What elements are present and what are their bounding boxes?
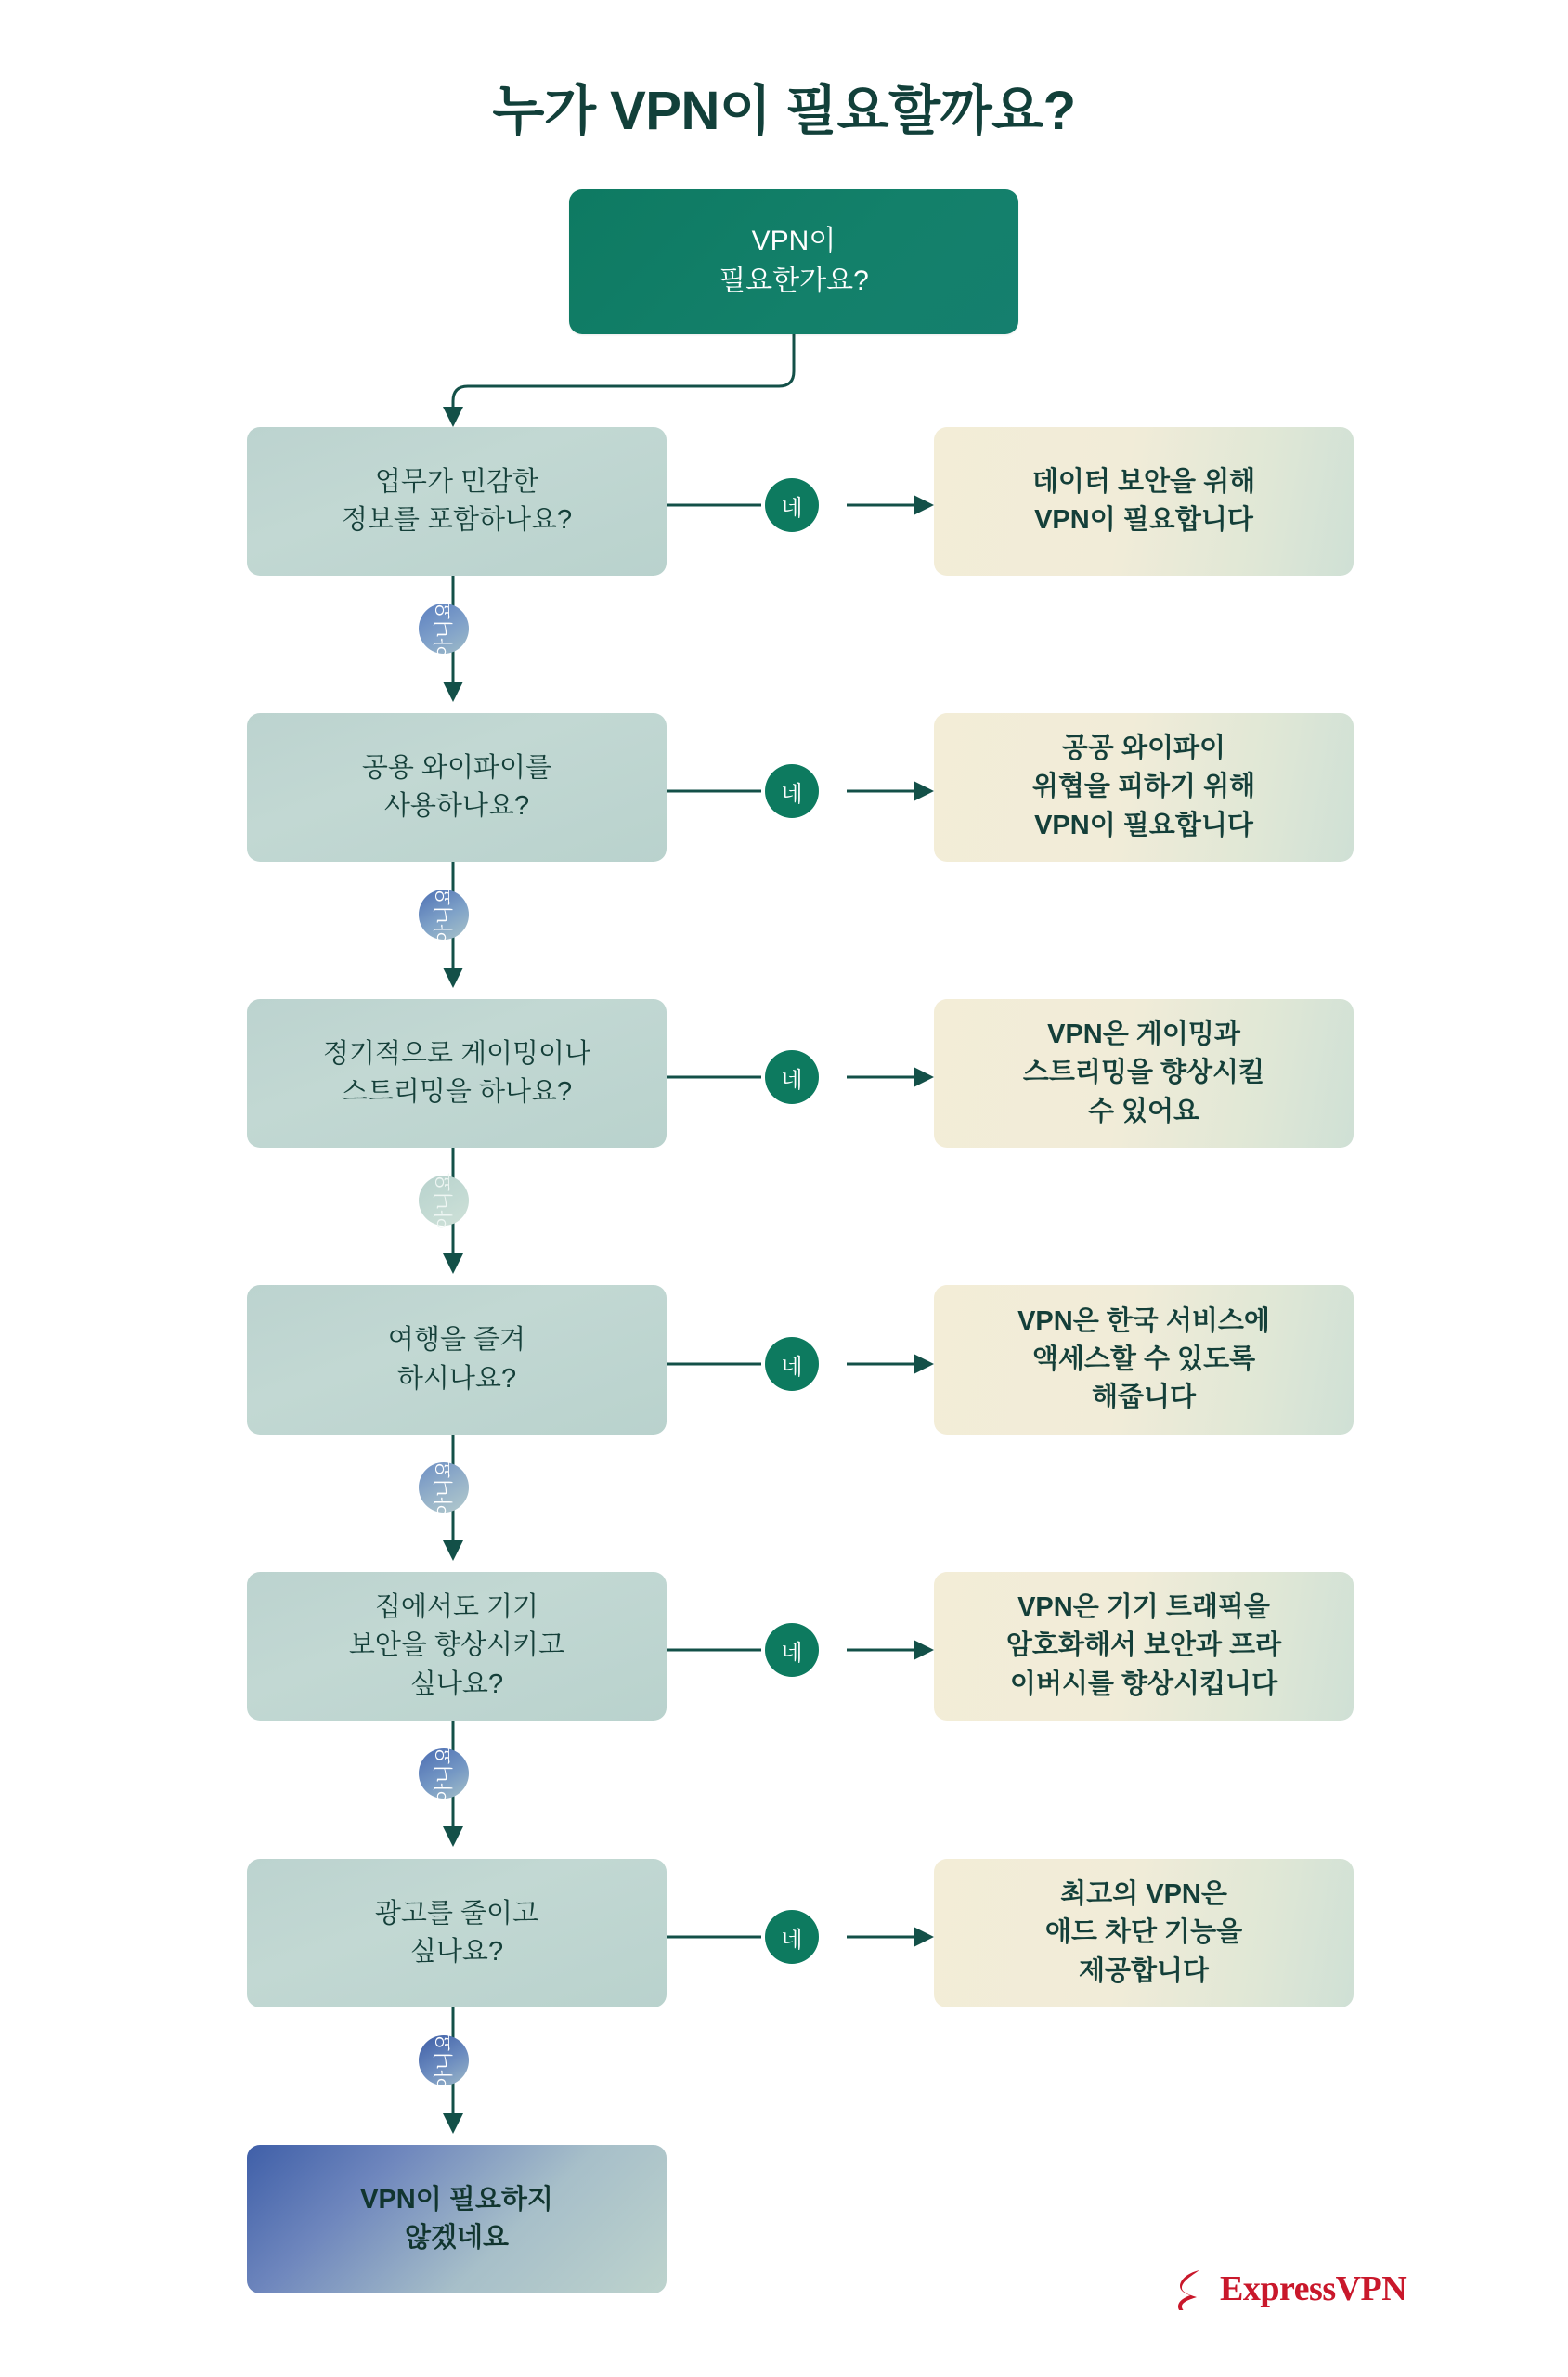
answer-node-3: [934, 999, 1354, 1148]
question-label-1: 업무가 민감한 정보를 포함하나요?: [341, 466, 573, 535]
yes-badge-label-5: 네: [781, 1640, 803, 1666]
no-badge-6: [419, 2032, 469, 2089]
answer-node-5: [934, 1572, 1354, 1721]
question-node-6: [247, 1859, 667, 2007]
yes-badge-3: [765, 1050, 819, 1104]
question-node-1: [247, 427, 667, 576]
yes-badge-4: [765, 1337, 819, 1391]
answer-label-6: 최고의 VPN은 애드 차단 기능을 제공합니다: [1044, 1879, 1243, 1986]
question-node-2: [247, 713, 667, 862]
flow-start-label: VPN이 필요한가요?: [719, 226, 869, 296]
answer-node-2: [934, 713, 1354, 862]
no-badge-label-4: 아니요: [433, 1459, 455, 1516]
question-label-2: 공용 와이파이를 사용하나요?: [361, 752, 552, 821]
question-label-6: 광고를 줄이고 싶나요?: [374, 1898, 539, 1967]
question-node-4: [247, 1285, 667, 1435]
no-badge-5: [419, 1745, 469, 1802]
brand-logo: [1172, 2260, 1450, 2318]
yes-badge-2: [765, 764, 819, 818]
no-badge-label-3: 아니요: [433, 1172, 455, 1229]
answer-label-4: VPN은 한국 서비스에 액세스할 수 있도록 해줍니다: [1017, 1305, 1270, 1413]
no-badge-label-1: 아니요: [433, 600, 455, 657]
yes-badge-label-4: 네: [781, 1354, 803, 1380]
question-node-5: [247, 1572, 667, 1721]
yes-badge-1: [765, 478, 819, 532]
flow-end-label: VPN이 필요하지 않겠네요: [360, 2184, 553, 2253]
brand-name: ExpressVPN: [1220, 2269, 1407, 2308]
no-badge-1: [419, 600, 469, 657]
no-badge-2: [419, 886, 469, 943]
question-node-3: [247, 999, 667, 1148]
expressvpn-logo-icon: [1172, 2267, 1212, 2310]
flow-start-node: [569, 189, 1018, 334]
answer-label-2: 공공 와이파이 위협을 피하기 위해 VPN이 필요합니다: [1031, 734, 1256, 840]
no-badge-3: [419, 1172, 469, 1229]
question-label-3: 정기적으로 게이밍이나 스트리밍을 하나요?: [322, 1038, 591, 1107]
yes-badge-5: [765, 1623, 819, 1677]
answer-label-5: VPN은 기기 트래픽을 암호화해서 보안과 프라 이버시를 향상시킵니다: [1005, 1592, 1282, 1699]
answer-node-1: [934, 427, 1354, 576]
yes-badge-6: [765, 1910, 819, 1964]
flow-end-node: [247, 2145, 667, 2293]
yes-badge-label-2: 네: [781, 781, 803, 807]
yes-badge-label-3: 네: [781, 1067, 803, 1093]
no-badge-4: [419, 1459, 469, 1516]
page-title: 누가 VPN이 필요할까요?: [492, 81, 1076, 141]
yes-badge-label-6: 네: [781, 1927, 803, 1953]
answer-label-3: VPN은 게이밍과 스트리밍을 향상시킬 수 있어요: [1022, 1020, 1265, 1126]
answer-label-1: 데이터 보안을 위해 VPN이 필요합니다: [1031, 466, 1256, 535]
no-badge-label-2: 아니요: [433, 886, 455, 943]
no-badge-label-5: 아니요: [433, 1745, 455, 1802]
answer-node-4: [934, 1285, 1354, 1435]
question-label-5: 집에서도 기기 보안을 향상시키고 싶나요?: [348, 1592, 565, 1699]
answer-node-6: [934, 1859, 1354, 2007]
no-badge-label-6: 아니요: [433, 2032, 455, 2089]
question-label-4: 여행을 즐겨 하시나요?: [387, 1325, 526, 1394]
yes-badge-label-1: 네: [781, 495, 803, 521]
